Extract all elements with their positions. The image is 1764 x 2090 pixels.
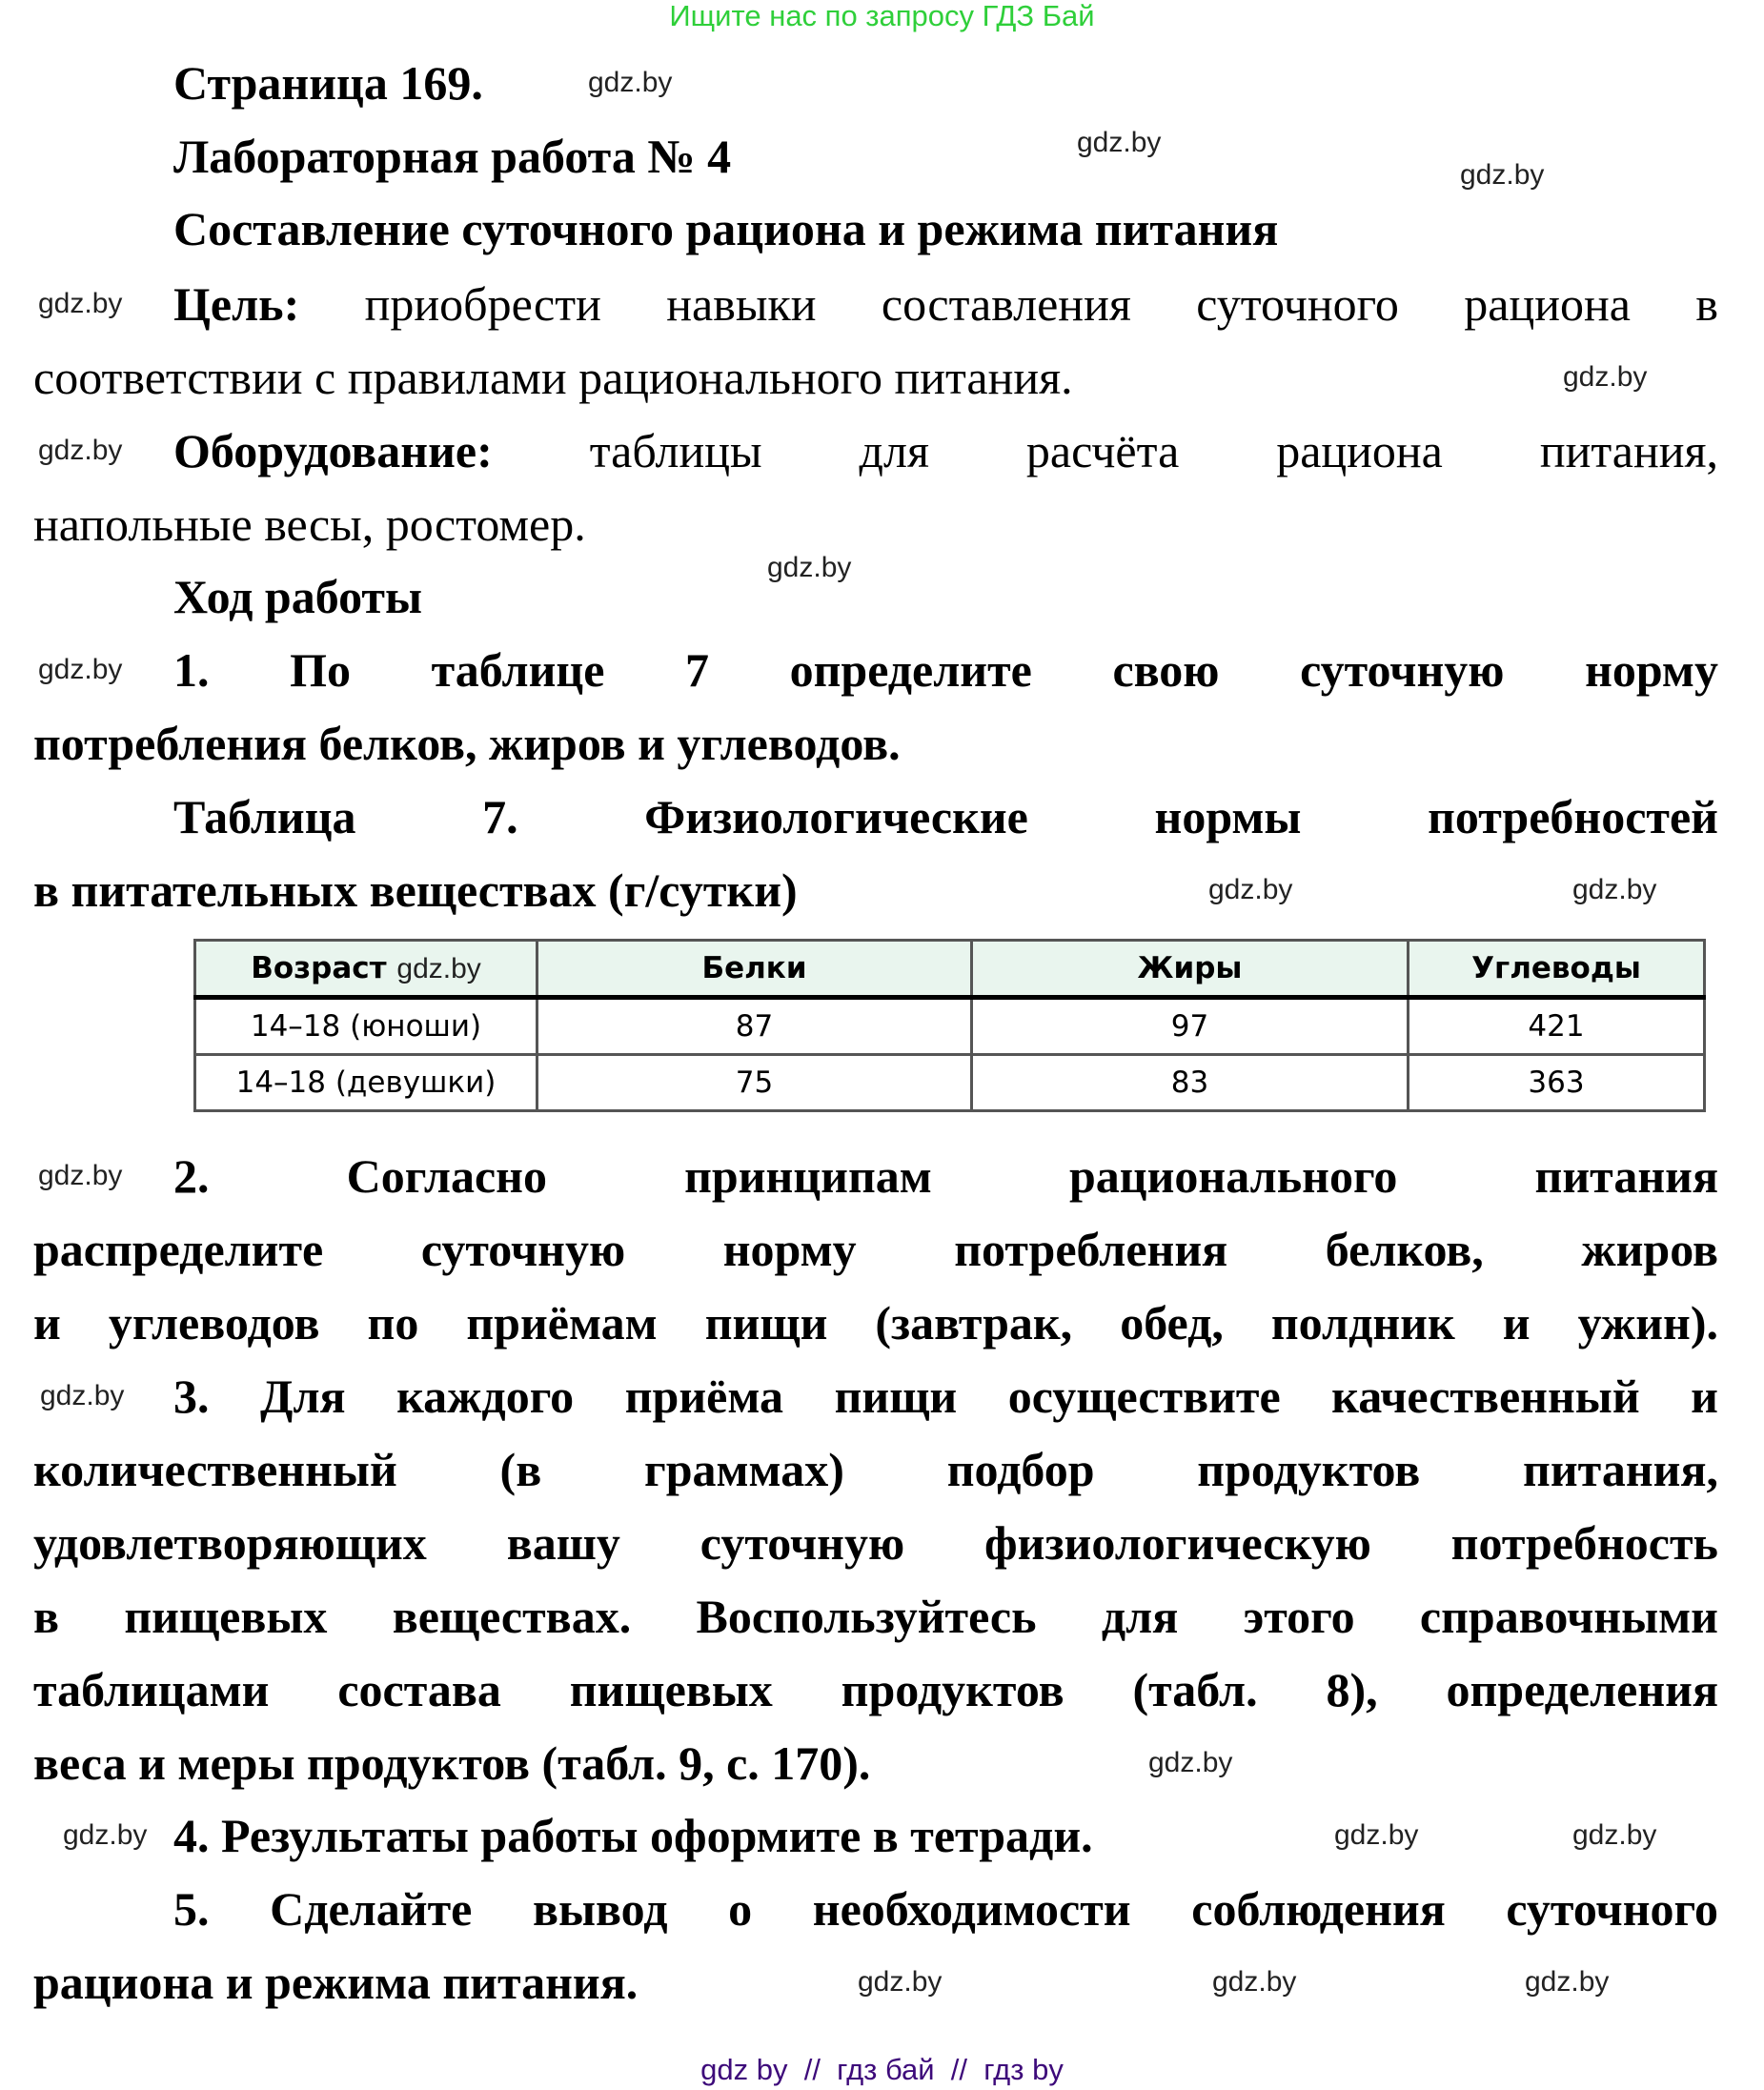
cell-age: 14–18 (юноши) [195,998,537,1055]
watermark: gdz.by [1525,1966,1610,1998]
step-4 [173,1799,1093,1873]
watermark: gdz.by [858,1966,943,1998]
watermark: gdz.by [1077,127,1162,158]
watermark: gdz.by [1208,874,1293,905]
text-segment: Страница 169. [173,56,483,110]
text-segment: веса и меры продуктов (табл. 9, с. 170). [33,1736,871,1790]
step-3 [33,1654,1718,1727]
text-segment: 4. Результаты работы оформите в тетради. [173,1809,1093,1862]
step-3 [173,1360,1718,1433]
table-caption [33,854,798,927]
watermark: gdz.by [588,67,673,98]
step-1 [33,707,901,781]
text-segment: Таблица 7. Физиологические нормы потребностей [173,790,1718,843]
text-segment: Оборудование: [173,424,493,477]
page-heading [173,47,483,120]
col-header-proteins: Белки [537,941,972,998]
watermark: gdz.by [1148,1747,1233,1778]
step-1 [173,634,1718,707]
watermark: gdz.by [1563,361,1648,393]
text-segment: 3. Для каждого приёма пищи осуществите качественный и [173,1370,1718,1423]
text-segment: распределите суточную норму потребления белков, жиров [33,1223,1718,1276]
watermark: gdz.by [40,1380,125,1411]
watermark: gdz.by [38,1160,123,1191]
cell-carbs: 363 [1409,1055,1705,1111]
procedure-heading [173,560,422,634]
step-3 [33,1507,1718,1580]
watermark: gdz.by [1572,1819,1657,1851]
watermark: gdz.by [63,1819,148,1851]
cell-proteins: 87 [537,998,972,1055]
text-segment: таблицами состава пищевых продуктов (табл. 8), определения [33,1663,1718,1716]
text-segment: Ход работы [173,570,423,623]
text-segment: рациона и режима питания. [33,1956,639,2009]
text-segment: количественный (в граммах) подбор продуктов питания, [33,1443,1718,1496]
text-segment: в питательных веществах (г/сутки) [33,863,798,917]
table-header-row [195,941,1705,998]
watermark: gdz.by [1460,159,1545,191]
watermark: gdz.by [38,654,123,685]
lab-subtitle [173,193,1278,266]
lab-title [173,120,731,193]
text-segment: таблицы для расчёта рациона питания, [492,424,1718,477]
col-header-age-label: Возраст [251,951,387,985]
text-segment: Составление суточного рациона и режима питания [173,202,1279,255]
col-header-carbs: Углеводы [1409,941,1705,998]
step-3 [33,1433,1718,1507]
col-header-age [195,941,537,998]
text-segment: Цель: [173,277,300,331]
table-row [195,998,1705,1055]
text-segment: Лабораторная работа № 4 [173,130,732,183]
text-segment: напольные весы, ростомер. [33,497,586,551]
text-segment: 2. Согласно принципам рационального питания [173,1149,1718,1203]
watermark: gdz.by [38,435,123,466]
step-3 [33,1580,1718,1654]
goal-line [173,268,1718,341]
step-5 [33,1946,638,2019]
text-segment: удовлетворяющих вашу суточную физиологическую потребность [33,1516,1718,1570]
text-segment: 5. Сделайте вывод о необходимости соблюдения суточного [173,1882,1718,1936]
text-segment: и углеводов по приёмам пищи (завтрак, обед, полдник и ужин). [33,1296,1718,1349]
cell-fats: 83 [972,1055,1409,1111]
text-segment: потребления белков, жиров и углеводов. [33,717,901,770]
cell-carbs: 421 [1409,998,1705,1055]
step-2 [33,1287,1718,1360]
watermark: gdz.by [1212,1966,1297,1998]
watermark: gdz.by [1334,1819,1419,1851]
step-5 [173,1873,1718,1946]
cell-age: 14–18 (девушки) [195,1055,537,1111]
step-2 [33,1213,1718,1287]
watermark: gdz.by [38,288,123,319]
goal-line [33,341,1073,415]
text-segment: соответствии с правилами рационального питания. [33,351,1073,404]
text-segment: 1. По таблице 7 определите свою суточную норму [173,643,1718,697]
col-header-fats: Жиры [972,941,1409,998]
watermark: gdz.by [396,953,481,984]
table-row [195,1055,1705,1111]
equipment-line [173,415,1718,488]
footer-links: gdz by // гдз бай // гдз by [700,2053,1064,2086]
nutrient-norms-table [193,939,1706,1112]
text-segment: в пищевых веществах. Воспользуйтесь для этого справочными [33,1590,1718,1643]
table-caption [173,781,1718,854]
cell-fats: 97 [972,998,1409,1055]
equipment-line [33,488,586,561]
step-2 [173,1140,1718,1213]
watermark: gdz.by [1572,874,1657,905]
text-segment: приобрести навыки составления суточного рациона в [299,277,1718,331]
search-banner: Ищите нас по запросу ГДЗ Бай [669,0,1095,32]
watermark: gdz.by [767,552,852,583]
cell-proteins: 75 [537,1055,972,1111]
step-3 [33,1727,870,1800]
